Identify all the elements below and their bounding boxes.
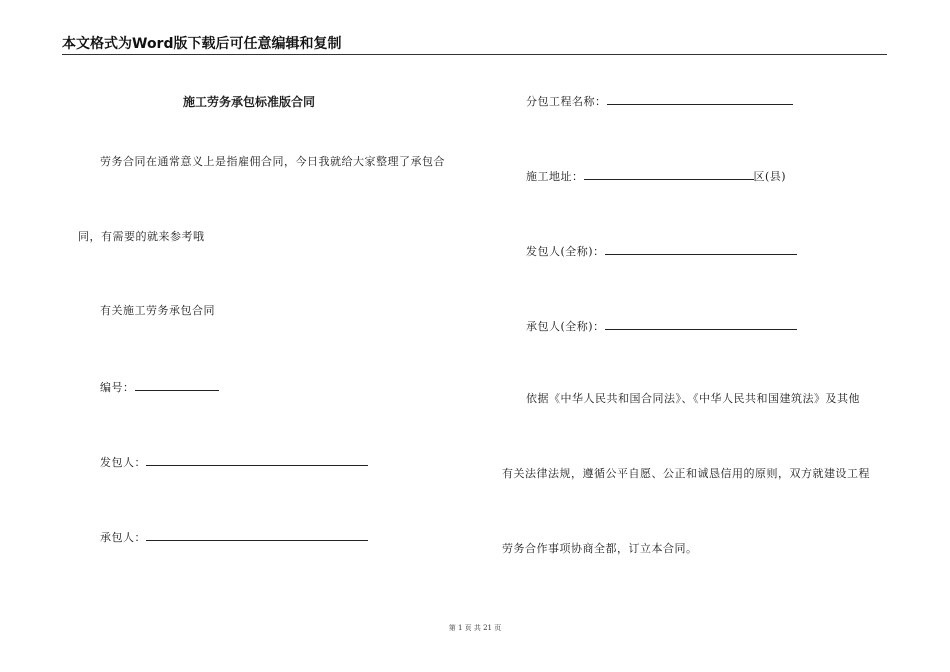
number-label: 编号： <box>100 381 135 394</box>
address-blank-line <box>584 168 754 180</box>
project-name-field <box>526 93 793 109</box>
contract-subtitle: 有关施工劳务承包合同 <box>100 304 215 317</box>
intro-line-1: 劳务合同在通常意义上是指雇佣合同，今日我就给大家整理了承包合 <box>100 155 445 168</box>
page-number: 第 1 页 共 21 页 <box>448 624 502 632</box>
number-blank-line <box>135 379 219 391</box>
contractor-full-field <box>526 318 797 334</box>
document-title: 施工劳务承包标准版合同 <box>183 95 316 109</box>
project-name-blank-line <box>607 93 793 105</box>
intro-line-2: 同，有需要的就来参考哦 <box>78 230 205 243</box>
basis-line-2: 有关法律法规，遵循公平自愿、公正和诚恳信用的原则，双方就建设工程 <box>502 467 870 480</box>
basis-line-1: 依据《中华人民共和国合同法》、《中华人民共和国建筑法》及其他 <box>526 392 860 405</box>
employer-full-field <box>526 243 797 259</box>
contractor-label: 承包人： <box>100 531 146 544</box>
contractor-full-label: 承包人(全称)： <box>526 320 605 333</box>
employer-full-label: 发包人(全称)： <box>526 245 605 258</box>
address-field <box>526 168 786 184</box>
employer-label: 发包人： <box>100 456 146 469</box>
contractor-field <box>100 529 368 545</box>
project-name-label: 分包工程名称： <box>526 95 607 108</box>
employer-blank-line <box>146 454 368 466</box>
address-label: 施工地址： <box>526 170 584 183</box>
contractor-blank-line <box>146 529 368 541</box>
number-field <box>100 379 219 395</box>
basis-line-3: 劳务合作事项协商全都，订立本合同。 <box>502 542 698 555</box>
document-header: 本文格式为Word版下载后可任意编辑和复制 <box>62 35 887 55</box>
address-suffix: 区(县) <box>753 170 787 183</box>
employer-field <box>100 454 368 470</box>
contractor-full-blank-line <box>605 318 797 330</box>
employer-full-blank-line <box>605 243 797 255</box>
